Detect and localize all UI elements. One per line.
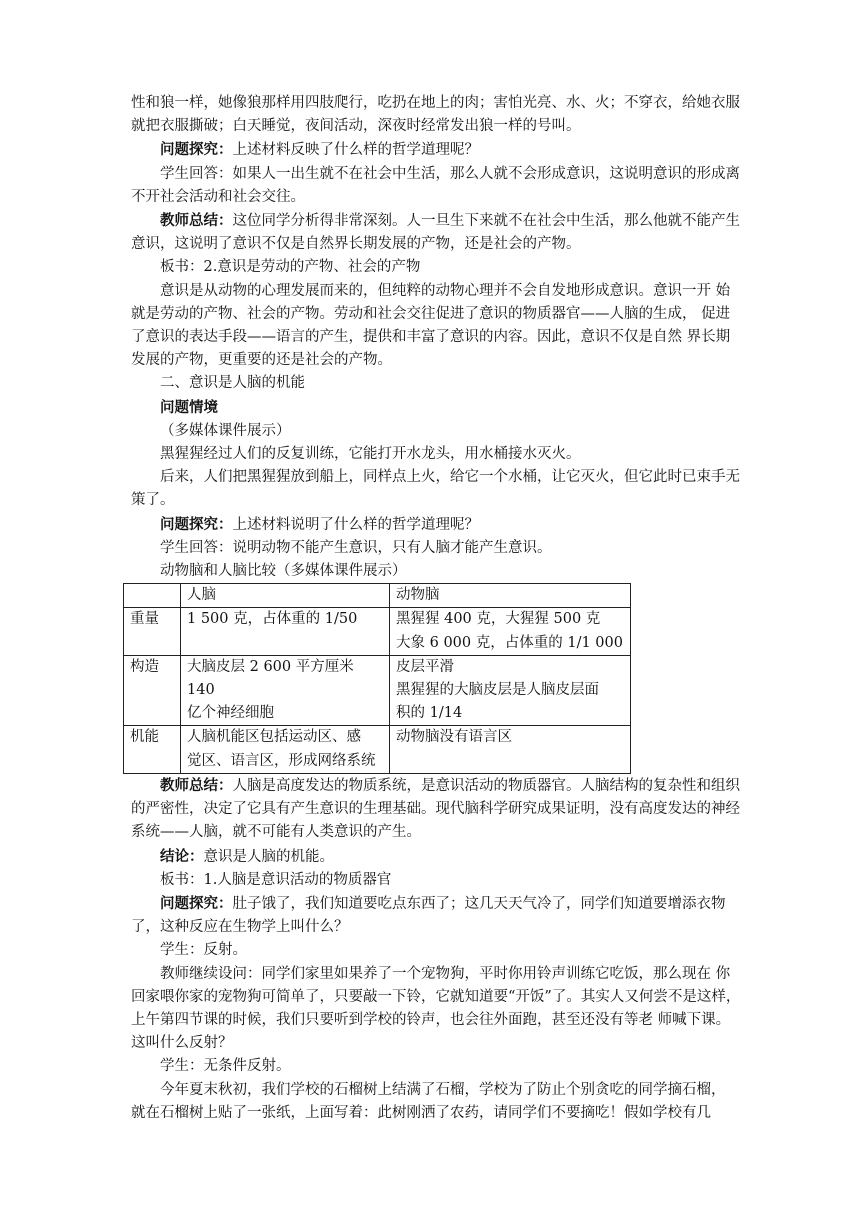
paragraph [131, 163, 743, 209]
paragraph-label: 问题探究： [160, 515, 233, 533]
human-brain-cell [181, 655, 390, 726]
paragraph [131, 513, 743, 537]
paragraph-text: 今年夏末秋初，我们学校的石榴树上结满了石榴，学校为了防止个别贪吃的同学摘石榴， 就在石榴树上贴了一张纸，上面写着：此树刚洒了农药，请同学们不要摘吃！假如学校有几 [131, 1081, 726, 1121]
cell-line: 大象 6 000 克，占体重的 1/1 000 [396, 634, 623, 651]
paragraph [131, 1079, 743, 1125]
row-label-cell: 构造 [124, 655, 181, 726]
paragraph-text: 后来，人们把黑猩猩放到船上，同样点上火，给它一个水桶，让它灭火，但它此时已束手无策了。 [131, 469, 740, 509]
paragraph-text: 学生回答：说明动物不能产生意识，只有人脑才能产生意识。 [160, 539, 552, 556]
paragraph-text: 人脑是高度发达的物质系统，是意识活动的物质器官。人脑结构的复杂性和组织的严密性，决定了它具有产生意识的生理基础。现代脑科学研究成果证明，没有高度发达的神经系统——人脑，就不可能有人类意识的产生。 [131, 777, 740, 841]
animal-brain-cell [390, 608, 631, 655]
paragraph [131, 280, 743, 373]
cell-line: 积的 1/14 [396, 705, 463, 722]
paragraph [131, 845, 743, 869]
document-body [131, 92, 743, 1125]
comparison-table-wrapper [131, 583, 743, 774]
table-row [124, 608, 631, 655]
paragraph-text: 教师继续设问：同学们家里如果养了一个宠物狗，平时你用铃声训练它吃饭，那么现在 你回家喂你家的宠物狗可简单了，只要敲一下铃，它就知道要“开饭”了。其实人又何尝不是这样，上午第四节课的时候，我们只要听到学校的铃声，也会往外面跑，甚至还没有等老 师喊下课。这叫什么反射？ [131, 965, 741, 1052]
paragraph-label: 教师总结： [160, 212, 233, 230]
paragraph-label: 结论： [160, 847, 204, 865]
paragraph [131, 963, 743, 1056]
paragraph [131, 1055, 743, 1078]
paragraph [131, 443, 743, 466]
paragraph-text: 黑猩猩经过人们的反复训练，它能打开水龙头，用水桶接水灭火。 [160, 446, 581, 463]
paragraph [131, 939, 743, 962]
cell-line: 动物脑没有语言区 [396, 729, 512, 746]
paragraph-label: 问题情境 [160, 398, 218, 416]
table-caption [131, 560, 743, 583]
cell-line: 黑猩猩的大脑皮层是人脑皮层面 [396, 682, 599, 699]
paragraph [131, 537, 743, 560]
paragraph-label: 问题探究： [160, 141, 233, 159]
paragraph [131, 396, 743, 420]
cell-line: 人脑机能区包括运动区、感 [187, 729, 361, 746]
table-header-cell: 动物脑 [390, 584, 631, 608]
paragraph [131, 138, 743, 162]
cell-line: 亿个神经细胞 [187, 705, 274, 722]
paragraph-text: 板书：1.人脑是意识活动的物质器官 [160, 871, 392, 888]
paragraph-text: 肚子饿了，我们知道要吃点东西了；这几天天气冷了，同学们知道要增添衣物了，这种反应在生物学上叫什么？ [131, 895, 726, 936]
paragraph-label: 问题探究： [160, 894, 233, 912]
paragraph [131, 256, 743, 279]
table-header-row [124, 584, 631, 608]
brain-comparison-table [123, 583, 631, 774]
paragraph [131, 892, 743, 939]
paragraph [131, 209, 743, 256]
paragraph-text: 学生：反射。 [160, 942, 247, 959]
paragraph [131, 420, 743, 443]
paragraph-text: 性和狼一样，她像狼那样用四肢爬行，吃扔在地上的肉；害怕光亮、水、火；不穿衣，给她衣服就把衣服撕破；白天睡觉，夜间活动，深夜时经常发出狼一样的号叫。 [131, 95, 740, 135]
row-label-cell: 重量 [124, 608, 181, 655]
paragraph-text: 上述材料说明了什么样的哲学道理呢？ [232, 516, 479, 533]
cell-line: 1 500 克，占体重的 1/50 [187, 611, 358, 628]
paragraph-text: 意识是从动物的心理发展而来的，但纯粹的动物心理并不会自发地形成意识。意识一开 始就是劳动的产物、社会的产物。劳动和社会交往促进了意识的物质器官——人脑的生成， 促进了意识的表达手段——语言的产生，提供和丰富了意识的内容。因此，意识不仅是自然 界长期发展的产物，更重要的还是社会的产物。 [131, 282, 731, 369]
paragraph-text: 意识是人脑的机能。 [203, 848, 334, 865]
paragraph-text: 动物脑和人脑比较（多媒体课件展示） [160, 563, 407, 580]
paragraph [131, 869, 743, 892]
animal-brain-cell [390, 655, 631, 726]
paragraph-text: 这位同学分析得非常深刻。人一旦生下来就不在社会中生活，那么他就不能产生意识，这说明了意识不仅是自然界长期发展的产物，还是社会的产物。 [131, 213, 740, 253]
paragraph-text: 板书：2.意识是劳动的产物、社会的产物 [160, 259, 421, 276]
table-header-cell: 人脑 [181, 584, 390, 608]
paragraph [131, 774, 743, 845]
row-label-cell: 机能 [124, 726, 181, 773]
paragraph-text: 学生：无条件反射。 [160, 1058, 291, 1075]
paragraph [131, 92, 743, 138]
cell-line: 皮层平滑 [396, 658, 454, 675]
paragraph-text: 二、意识是人脑的机能 [160, 375, 305, 392]
paragraph-text: 学生回答：如果人一出生就不在社会中生活，那么人就不会形成意识，这说明意识的形成离不开社会活动和社会交往。 [131, 165, 740, 205]
table-row [124, 726, 631, 773]
cell-line: 大脑皮层 2 600 平方厘米 140 [187, 658, 354, 699]
paragraph-label: 教师总结： [160, 776, 233, 794]
human-brain-cell [181, 608, 390, 655]
paragraph [131, 466, 743, 512]
cell-line: 觉区、语言区，形成网络系统 [187, 752, 376, 769]
table-header-cell [124, 584, 181, 608]
animal-brain-cell [390, 726, 631, 773]
paragraph-text: 上述材料反映了什么样的哲学道理呢？ [232, 142, 479, 159]
table-row [124, 655, 631, 726]
cell-line: 黑猩猩 400 克，大猩猩 500 克 [396, 611, 601, 628]
human-brain-cell [181, 726, 390, 773]
paragraph-text: （多媒体课件展示） [160, 422, 291, 439]
section-heading [131, 372, 743, 395]
